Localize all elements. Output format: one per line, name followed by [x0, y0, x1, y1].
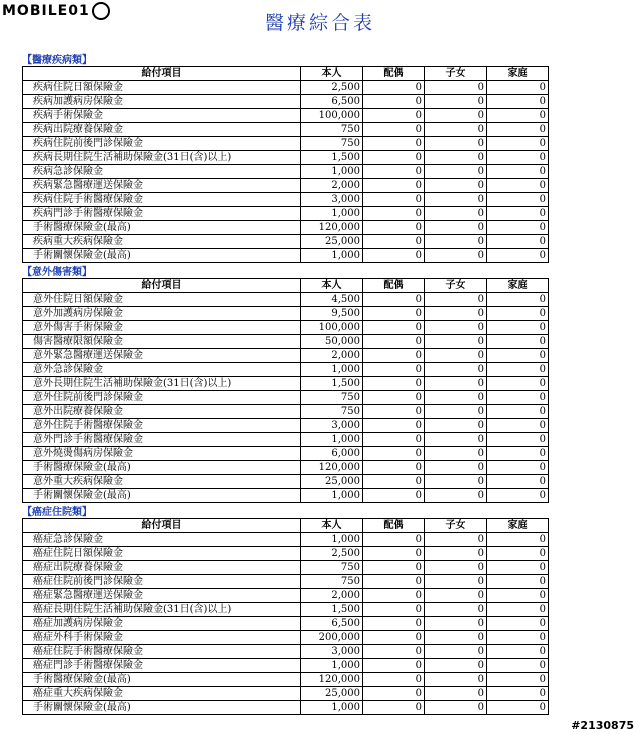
amount-cell-children: 0 [425, 659, 487, 673]
amount-cell-children: 0 [425, 335, 487, 349]
benefit-item-cell: 癌症緊急醫療運送保險金 [23, 589, 301, 603]
amount-cell-children: 0 [425, 475, 487, 489]
table-row [23, 151, 549, 165]
amount-cell-family: 0 [487, 603, 549, 617]
table-row [23, 701, 549, 715]
benefit-item-cell: 手術關懷保險金(最高) [23, 701, 301, 715]
amount-cell-family: 0 [487, 489, 549, 503]
column-header-children: 子女 [425, 519, 487, 533]
amount-cell-family: 0 [487, 547, 549, 561]
benefit-item-cell: 傷害醫療限額保險金 [23, 335, 301, 349]
benefit-item-cell: 癌症外科手術保險金 [23, 631, 301, 645]
amount-cell-spouse: 0 [363, 377, 425, 391]
amount-cell-self: 200,000 [301, 631, 363, 645]
table-row [23, 293, 549, 307]
amount-cell-self: 25,000 [301, 687, 363, 701]
column-header-item: 給付項目 [23, 279, 301, 293]
amount-cell-family: 0 [487, 207, 549, 221]
amount-cell-self: 6,000 [301, 447, 363, 461]
column-header-family: 家庭 [487, 67, 549, 81]
amount-cell-family: 0 [487, 109, 549, 123]
benefit-item-cell: 手術醫療保險金(最高) [23, 221, 301, 235]
amount-cell-self: 2,500 [301, 81, 363, 95]
amount-cell-spouse: 0 [363, 193, 425, 207]
benefit-item-cell: 癌症重大疾病保險金 [23, 687, 301, 701]
amount-cell-self: 750 [301, 137, 363, 151]
section-title-illness: 【醫療疾病類】 [22, 55, 92, 66]
amount-cell-children: 0 [425, 391, 487, 405]
amount-cell-spouse: 0 [363, 235, 425, 249]
column-header-item: 給付項目 [23, 67, 301, 81]
amount-cell-children: 0 [425, 109, 487, 123]
amount-cell-family: 0 [487, 193, 549, 207]
table-row [23, 363, 549, 377]
benefit-item-cell: 疾病出院療養保險金 [23, 123, 301, 137]
amount-cell-self: 25,000 [301, 475, 363, 489]
amount-cell-children: 0 [425, 561, 487, 575]
benefit-item-cell: 癌症長期住院生活補助保險金(31日(含)以上) [23, 603, 301, 617]
amount-cell-children: 0 [425, 377, 487, 391]
amount-cell-children: 0 [425, 687, 487, 701]
amount-cell-self: 750 [301, 391, 363, 405]
table-row [23, 377, 549, 391]
amount-cell-children: 0 [425, 489, 487, 503]
amount-cell-family: 0 [487, 617, 549, 631]
amount-cell-family: 0 [487, 687, 549, 701]
amount-cell-self: 120,000 [301, 461, 363, 475]
amount-cell-self: 25,000 [301, 235, 363, 249]
amount-cell-self: 750 [301, 575, 363, 589]
amount-cell-spouse: 0 [363, 137, 425, 151]
amount-cell-family: 0 [487, 151, 549, 165]
amount-cell-children: 0 [425, 235, 487, 249]
page-title: 醫療綜合表 [264, 12, 375, 34]
table-row [23, 391, 549, 405]
benefit-item-cell: 手術關懷保險金(最高) [23, 249, 301, 263]
amount-cell-spouse: 0 [363, 433, 425, 447]
table-row [23, 659, 549, 673]
amount-cell-self: 1,000 [301, 433, 363, 447]
amount-cell-spouse: 0 [363, 533, 425, 547]
amount-cell-children: 0 [425, 179, 487, 193]
amount-cell-children: 0 [425, 617, 487, 631]
amount-cell-spouse: 0 [363, 165, 425, 179]
amount-cell-spouse: 0 [363, 321, 425, 335]
column-header-family: 家庭 [487, 519, 549, 533]
amount-cell-spouse: 0 [363, 391, 425, 405]
amount-cell-children: 0 [425, 533, 487, 547]
logo-text: MOBILE01 [2, 3, 90, 19]
table-row [23, 349, 549, 363]
amount-cell-self: 50,000 [301, 335, 363, 349]
amount-cell-self: 3,000 [301, 419, 363, 433]
amount-cell-spouse: 0 [363, 673, 425, 687]
amount-cell-self: 1,000 [301, 533, 363, 547]
amount-cell-spouse: 0 [363, 575, 425, 589]
amount-cell-family: 0 [487, 659, 549, 673]
column-header-spouse: 配偶 [363, 519, 425, 533]
amount-cell-children: 0 [425, 433, 487, 447]
amount-cell-children: 0 [425, 673, 487, 687]
table-row [23, 475, 549, 489]
amount-cell-family: 0 [487, 561, 549, 575]
amount-cell-family: 0 [487, 321, 549, 335]
amount-cell-spouse: 0 [363, 81, 425, 95]
benefit-item-cell: 意外急診保險金 [23, 363, 301, 377]
amount-cell-self: 4,500 [301, 293, 363, 307]
amount-cell-spouse: 0 [363, 419, 425, 433]
amount-cell-children: 0 [425, 405, 487, 419]
amount-cell-children: 0 [425, 293, 487, 307]
amount-cell-spouse: 0 [363, 687, 425, 701]
amount-cell-family: 0 [487, 349, 549, 363]
benefit-item-cell: 意外重大疾病保險金 [23, 475, 301, 489]
amount-cell-family: 0 [487, 179, 549, 193]
benefit-item-cell: 手術關懷保險金(最高) [23, 489, 301, 503]
amount-cell-self: 120,000 [301, 221, 363, 235]
amount-cell-self: 1,500 [301, 151, 363, 165]
amount-cell-children: 0 [425, 547, 487, 561]
benefit-item-cell: 意外住院日額保險金 [23, 293, 301, 307]
column-header-spouse: 配偶 [363, 67, 425, 81]
amount-cell-family: 0 [487, 293, 549, 307]
benefit-item-cell: 癌症加護病房保險金 [23, 617, 301, 631]
column-header-spouse: 配偶 [363, 279, 425, 293]
amount-cell-self: 6,500 [301, 617, 363, 631]
amount-cell-children: 0 [425, 221, 487, 235]
amount-cell-spouse: 0 [363, 349, 425, 363]
amount-cell-family: 0 [487, 645, 549, 659]
amount-cell-self: 1,500 [301, 377, 363, 391]
table-row [23, 673, 549, 687]
table-row [23, 433, 549, 447]
benefit-item-cell: 癌症住院手術醫療保險金 [23, 645, 301, 659]
table-row [23, 123, 549, 137]
amount-cell-spouse: 0 [363, 561, 425, 575]
benefit-item-cell: 意外緊急醫療運送保險金 [23, 349, 301, 363]
table-row [23, 645, 549, 659]
amount-cell-children: 0 [425, 249, 487, 263]
amount-cell-children: 0 [425, 321, 487, 335]
amount-cell-spouse: 0 [363, 151, 425, 165]
benefit-item-cell: 疾病緊急醫療運送保險金 [23, 179, 301, 193]
amount-cell-self: 1,000 [301, 659, 363, 673]
amount-cell-children: 0 [425, 151, 487, 165]
amount-cell-family: 0 [487, 95, 549, 109]
watermark-id: #2130875 [571, 719, 634, 732]
amount-cell-children: 0 [425, 81, 487, 95]
column-header-children: 子女 [425, 67, 487, 81]
table-header-row [23, 279, 549, 293]
amount-cell-spouse: 0 [363, 221, 425, 235]
benefit-item-cell: 意外加護病房保險金 [23, 307, 301, 321]
amount-cell-self: 1,000 [301, 249, 363, 263]
table-row [23, 137, 549, 151]
amount-cell-children: 0 [425, 603, 487, 617]
table-row [23, 547, 549, 561]
table-row [23, 165, 549, 179]
table-row [23, 489, 549, 503]
amount-cell-spouse: 0 [363, 547, 425, 561]
benefit-item-cell: 疾病住院日額保險金 [23, 81, 301, 95]
amount-cell-self: 1,000 [301, 165, 363, 179]
amount-cell-family: 0 [487, 673, 549, 687]
amount-cell-spouse: 0 [363, 123, 425, 137]
amount-cell-spouse: 0 [363, 307, 425, 321]
benefit-item-cell: 疾病急診保險金 [23, 165, 301, 179]
amount-cell-children: 0 [425, 645, 487, 659]
benefit-item-cell: 意外出院療養保險金 [23, 405, 301, 419]
table-illness [22, 66, 549, 263]
amount-cell-family: 0 [487, 165, 549, 179]
table-row [23, 221, 549, 235]
amount-cell-self: 6,500 [301, 95, 363, 109]
amount-cell-family: 0 [487, 419, 549, 433]
section-title-accident: 【意外傷害類】 [22, 267, 92, 278]
benefit-item-cell: 疾病住院手術醫療保險金 [23, 193, 301, 207]
amount-cell-self: 1,000 [301, 489, 363, 503]
amount-cell-family: 0 [487, 405, 549, 419]
amount-cell-family: 0 [487, 631, 549, 645]
benefit-item-cell: 疾病加護病房保險金 [23, 95, 301, 109]
amount-cell-family: 0 [487, 433, 549, 447]
amount-cell-children: 0 [425, 461, 487, 475]
table-row [23, 589, 549, 603]
benefit-item-cell: 疾病手術保險金 [23, 109, 301, 123]
amount-cell-children: 0 [425, 575, 487, 589]
column-header-self: 本人 [301, 519, 363, 533]
amount-cell-self: 750 [301, 405, 363, 419]
amount-cell-family: 0 [487, 575, 549, 589]
column-header-self: 本人 [301, 67, 363, 81]
amount-cell-family: 0 [487, 475, 549, 489]
amount-cell-family: 0 [487, 377, 549, 391]
table-row [23, 335, 549, 349]
amount-cell-spouse: 0 [363, 335, 425, 349]
column-header-family: 家庭 [487, 279, 549, 293]
table-row [23, 561, 549, 575]
table-row [23, 533, 549, 547]
amount-cell-self: 100,000 [301, 321, 363, 335]
table-row [23, 207, 549, 221]
amount-cell-family: 0 [487, 307, 549, 321]
amount-cell-spouse: 0 [363, 447, 425, 461]
amount-cell-children: 0 [425, 207, 487, 221]
table-row [23, 321, 549, 335]
amount-cell-self: 750 [301, 123, 363, 137]
benefit-item-cell: 疾病重大疾病保險金 [23, 235, 301, 249]
amount-cell-family: 0 [487, 533, 549, 547]
amount-cell-self: 2,500 [301, 547, 363, 561]
benefit-item-cell: 疾病門診手術醫療保險金 [23, 207, 301, 221]
amount-cell-spouse: 0 [363, 659, 425, 673]
amount-cell-family: 0 [487, 461, 549, 475]
amount-cell-children: 0 [425, 165, 487, 179]
amount-cell-family: 0 [487, 221, 549, 235]
benefit-item-cell: 手術醫療保險金(最高) [23, 673, 301, 687]
amount-cell-children: 0 [425, 589, 487, 603]
amount-cell-self: 2,000 [301, 349, 363, 363]
amount-cell-children: 0 [425, 447, 487, 461]
table-row [23, 81, 549, 95]
amount-cell-spouse: 0 [363, 631, 425, 645]
benefit-item-cell: 意外燒燙傷病房保險金 [23, 447, 301, 461]
amount-cell-spouse: 0 [363, 95, 425, 109]
benefit-item-cell: 疾病長期住院生活補助保險金(31日(含)以上) [23, 151, 301, 165]
table-row [23, 603, 549, 617]
amount-cell-spouse: 0 [363, 701, 425, 715]
amount-cell-family: 0 [487, 123, 549, 137]
amount-cell-spouse: 0 [363, 109, 425, 123]
amount-cell-family: 0 [487, 391, 549, 405]
benefit-item-cell: 意外住院手術醫療保險金 [23, 419, 301, 433]
benefit-item-cell: 癌症門診手術醫療保險金 [23, 659, 301, 673]
amount-cell-self: 120,000 [301, 673, 363, 687]
amount-cell-children: 0 [425, 419, 487, 433]
section-title-cancer: 【癌症住院類】 [22, 507, 92, 518]
table-row [23, 307, 549, 321]
table-row [23, 575, 549, 589]
table-row [23, 461, 549, 475]
table-accident [22, 278, 549, 503]
amount-cell-spouse: 0 [363, 489, 425, 503]
amount-cell-children: 0 [425, 701, 487, 715]
amount-cell-spouse: 0 [363, 363, 425, 377]
column-header-self: 本人 [301, 279, 363, 293]
benefit-item-cell: 癌症急診保險金 [23, 533, 301, 547]
benefit-item-cell: 癌症出院療養保險金 [23, 561, 301, 575]
amount-cell-self: 2,000 [301, 179, 363, 193]
amount-cell-self: 9,500 [301, 307, 363, 321]
amount-cell-children: 0 [425, 349, 487, 363]
amount-cell-family: 0 [487, 137, 549, 151]
table-row [23, 95, 549, 109]
amount-cell-family: 0 [487, 363, 549, 377]
table-row [23, 447, 549, 461]
table-row [23, 617, 549, 631]
amount-cell-children: 0 [425, 631, 487, 645]
amount-cell-self: 100,000 [301, 109, 363, 123]
amount-cell-family: 0 [487, 249, 549, 263]
amount-cell-children: 0 [425, 95, 487, 109]
table-header-row [23, 67, 549, 81]
amount-cell-self: 2,000 [301, 589, 363, 603]
amount-cell-spouse: 0 [363, 179, 425, 193]
amount-cell-self: 1,000 [301, 207, 363, 221]
benefit-item-cell: 意外傷害手術保險金 [23, 321, 301, 335]
amount-cell-family: 0 [487, 447, 549, 461]
column-header-item: 給付項目 [23, 519, 301, 533]
amount-cell-spouse: 0 [363, 475, 425, 489]
amount-cell-children: 0 [425, 137, 487, 151]
benefit-item-cell: 手術醫療保險金(最高) [23, 461, 301, 475]
amount-cell-spouse: 0 [363, 405, 425, 419]
amount-cell-spouse: 0 [363, 645, 425, 659]
benefit-item-cell: 意外長期住院生活補助保險金(31日(含)以上) [23, 377, 301, 391]
table-row [23, 109, 549, 123]
amount-cell-children: 0 [425, 307, 487, 321]
table-row [23, 193, 549, 207]
amount-cell-family: 0 [487, 701, 549, 715]
benefit-item-cell: 癌症住院日額保險金 [23, 547, 301, 561]
table-row [23, 179, 549, 193]
table-row [23, 631, 549, 645]
amount-cell-self: 1,000 [301, 363, 363, 377]
benefit-item-cell: 意外住院前後門診保險金 [23, 391, 301, 405]
table-row [23, 687, 549, 701]
amount-cell-self: 3,000 [301, 193, 363, 207]
amount-cell-children: 0 [425, 363, 487, 377]
table-cancer [22, 518, 549, 715]
table-header-row [23, 519, 549, 533]
amount-cell-spouse: 0 [363, 249, 425, 263]
amount-cell-self: 3,000 [301, 645, 363, 659]
amount-cell-spouse: 0 [363, 603, 425, 617]
amount-cell-children: 0 [425, 123, 487, 137]
benefit-item-cell: 意外門診手術醫療保險金 [23, 433, 301, 447]
amount-cell-family: 0 [487, 589, 549, 603]
amount-cell-self: 1,500 [301, 603, 363, 617]
amount-cell-family: 0 [487, 81, 549, 95]
table-row [23, 405, 549, 419]
amount-cell-family: 0 [487, 335, 549, 349]
amount-cell-spouse: 0 [363, 207, 425, 221]
column-header-children: 子女 [425, 279, 487, 293]
benefit-item-cell: 癌症住院前後門診保險金 [23, 575, 301, 589]
amount-cell-spouse: 0 [363, 589, 425, 603]
benefit-item-cell: 疾病住院前後門診保險金 [23, 137, 301, 151]
table-row [23, 249, 549, 263]
amount-cell-self: 750 [301, 561, 363, 575]
amount-cell-family: 0 [487, 235, 549, 249]
amount-cell-children: 0 [425, 193, 487, 207]
amount-cell-spouse: 0 [363, 293, 425, 307]
amount-cell-spouse: 0 [363, 617, 425, 631]
table-row [23, 235, 549, 249]
table-row [23, 419, 549, 433]
amount-cell-spouse: 0 [363, 461, 425, 475]
amount-cell-self: 1,000 [301, 701, 363, 715]
